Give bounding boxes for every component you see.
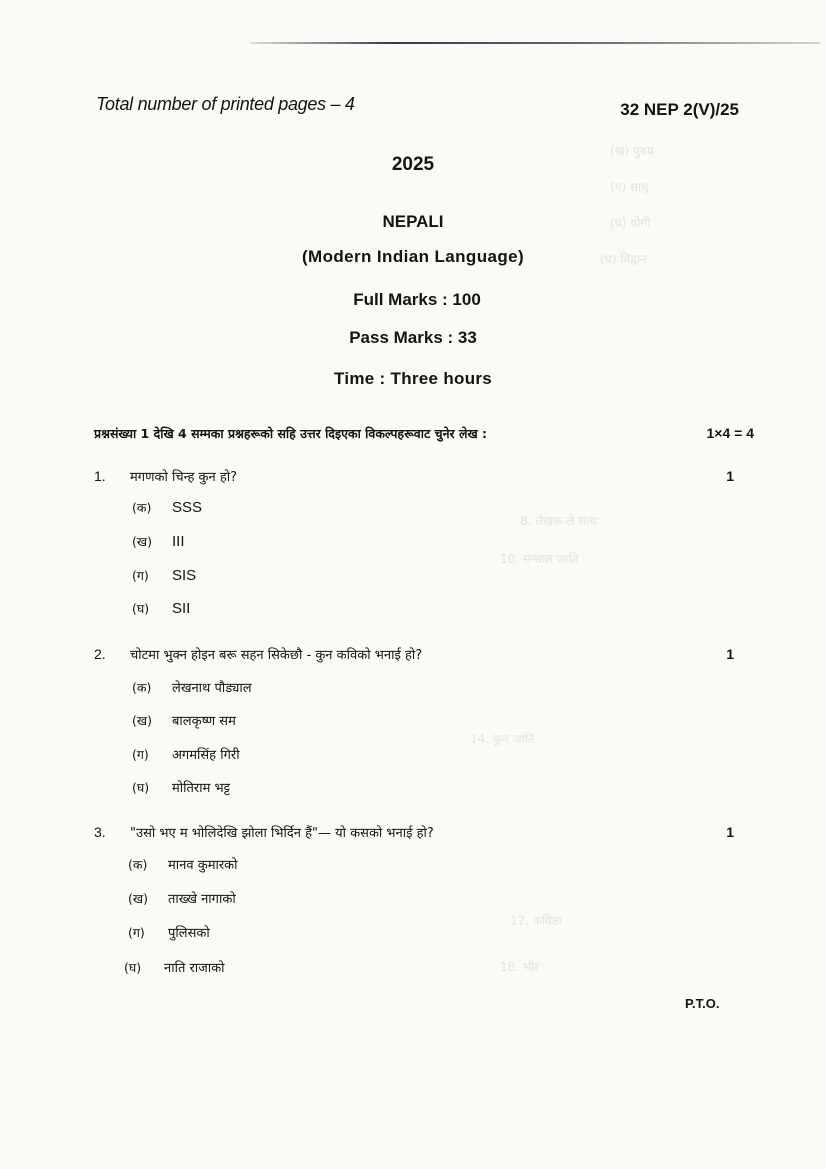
question-marks: 1: [726, 646, 734, 662]
option-ka: [128, 855, 238, 873]
option-text: SIS: [172, 567, 197, 584]
option-ga: [132, 567, 196, 584]
option-ga: [132, 745, 240, 763]
printed-pages-note: Total number of printed pages – 4: [96, 94, 355, 114]
option-label: (ग): [132, 568, 149, 583]
question-text: चोटमा भुक्न होइन बरू सहन सिकेछौ - कुन कविको भनाई हो?: [130, 648, 423, 663]
bleed-through-text: 10. सन्ताल जाति: [500, 552, 579, 566]
exam-time: Time : Three hours: [333, 369, 493, 388]
bleed-through-text: (ग) साधु: [610, 180, 649, 194]
option-gha: [124, 958, 225, 976]
option-label: (ख): [132, 713, 152, 728]
option-ka: [132, 678, 252, 696]
option-text: मानव कुमारको: [168, 858, 238, 873]
option-text: SSS: [172, 499, 203, 516]
option-kha: [132, 533, 185, 550]
bleed-through-text: 8. लेखक ले सत्य: [520, 514, 597, 528]
option-kha: [132, 711, 236, 729]
option-gha: [132, 778, 230, 796]
option-text: III: [172, 533, 185, 550]
question-number: 2.: [94, 646, 106, 662]
paper-code: 32 NEP 2(V)/25: [620, 100, 739, 119]
section-instruction: [94, 425, 754, 442]
option-label: (क): [132, 500, 152, 515]
option-kha: [128, 889, 236, 907]
bleed-through-text: (घ) योगी: [610, 216, 651, 230]
option-ka: [132, 499, 202, 516]
question-number: 1.: [94, 468, 106, 484]
option-label: (घ): [132, 780, 150, 795]
option-text: बालकृष्ण सम: [172, 714, 236, 729]
question-text: "उसो भए म भोलिदेखि झोला भिर्दिन हैं"— यो कसको भनाई हो?: [130, 826, 434, 841]
bleed-through-text: (घ) विद्वान: [600, 252, 647, 266]
pass-marks: Pass Marks : 33: [349, 328, 477, 347]
subject-title: NEPALI: [382, 212, 444, 231]
exam-year: 2025: [391, 154, 435, 175]
option-label: (ख): [128, 891, 148, 906]
full-marks: Full Marks : 100: [353, 290, 481, 309]
instruction-marks: 1×4 = 4: [706, 425, 754, 441]
scan-border-line: [250, 42, 820, 44]
option-text: SII: [172, 600, 191, 617]
option-text: नाति राजाको: [164, 961, 225, 976]
bleed-through-text: (ख) पुरुष: [610, 144, 654, 158]
option-text: मोतिराम भट्ट: [172, 781, 231, 796]
bleed-through-text: 18. भीर: [500, 960, 540, 974]
question-marks: 1: [726, 468, 734, 484]
option-label: (ग): [128, 925, 145, 940]
option-label: (ग): [132, 747, 149, 762]
question-3: [94, 823, 734, 841]
option-label: (क): [132, 680, 152, 695]
question-2: [94, 645, 734, 663]
option-ga: [128, 923, 210, 941]
question-1: [94, 467, 734, 485]
option-text: पुलिसको: [168, 926, 210, 941]
bleed-through-text: 17. कविता: [510, 914, 562, 928]
option-label: (ख): [132, 534, 152, 549]
option-text: अगमसिंह गिरी: [172, 748, 240, 763]
option-text: ताख्खे नागाको: [168, 892, 236, 907]
instruction-text: प्रश्नसंख्या 1 देखि 4 सम्मका प्रश्नहरूको सहि उत्तर दिइएका विकल्पहरूवाट चुनेर लेख :: [94, 426, 488, 441]
option-label: (क): [128, 857, 148, 872]
option-text: लेखनाथ पौड्याल: [172, 681, 252, 696]
bleed-through-text: 14. कुन जाति: [470, 732, 535, 746]
question-number: 3.: [94, 824, 106, 840]
pto-label: P.T.O.: [685, 996, 720, 1011]
option-label: (घ): [124, 960, 142, 975]
question-text: मगणको चिन्ह कुन हो?: [130, 470, 238, 485]
option-gha: [132, 600, 190, 617]
question-marks: 1: [726, 824, 734, 840]
option-label: (घ): [132, 601, 150, 616]
subject-subtitle: (Modern Indian Language): [301, 247, 525, 266]
